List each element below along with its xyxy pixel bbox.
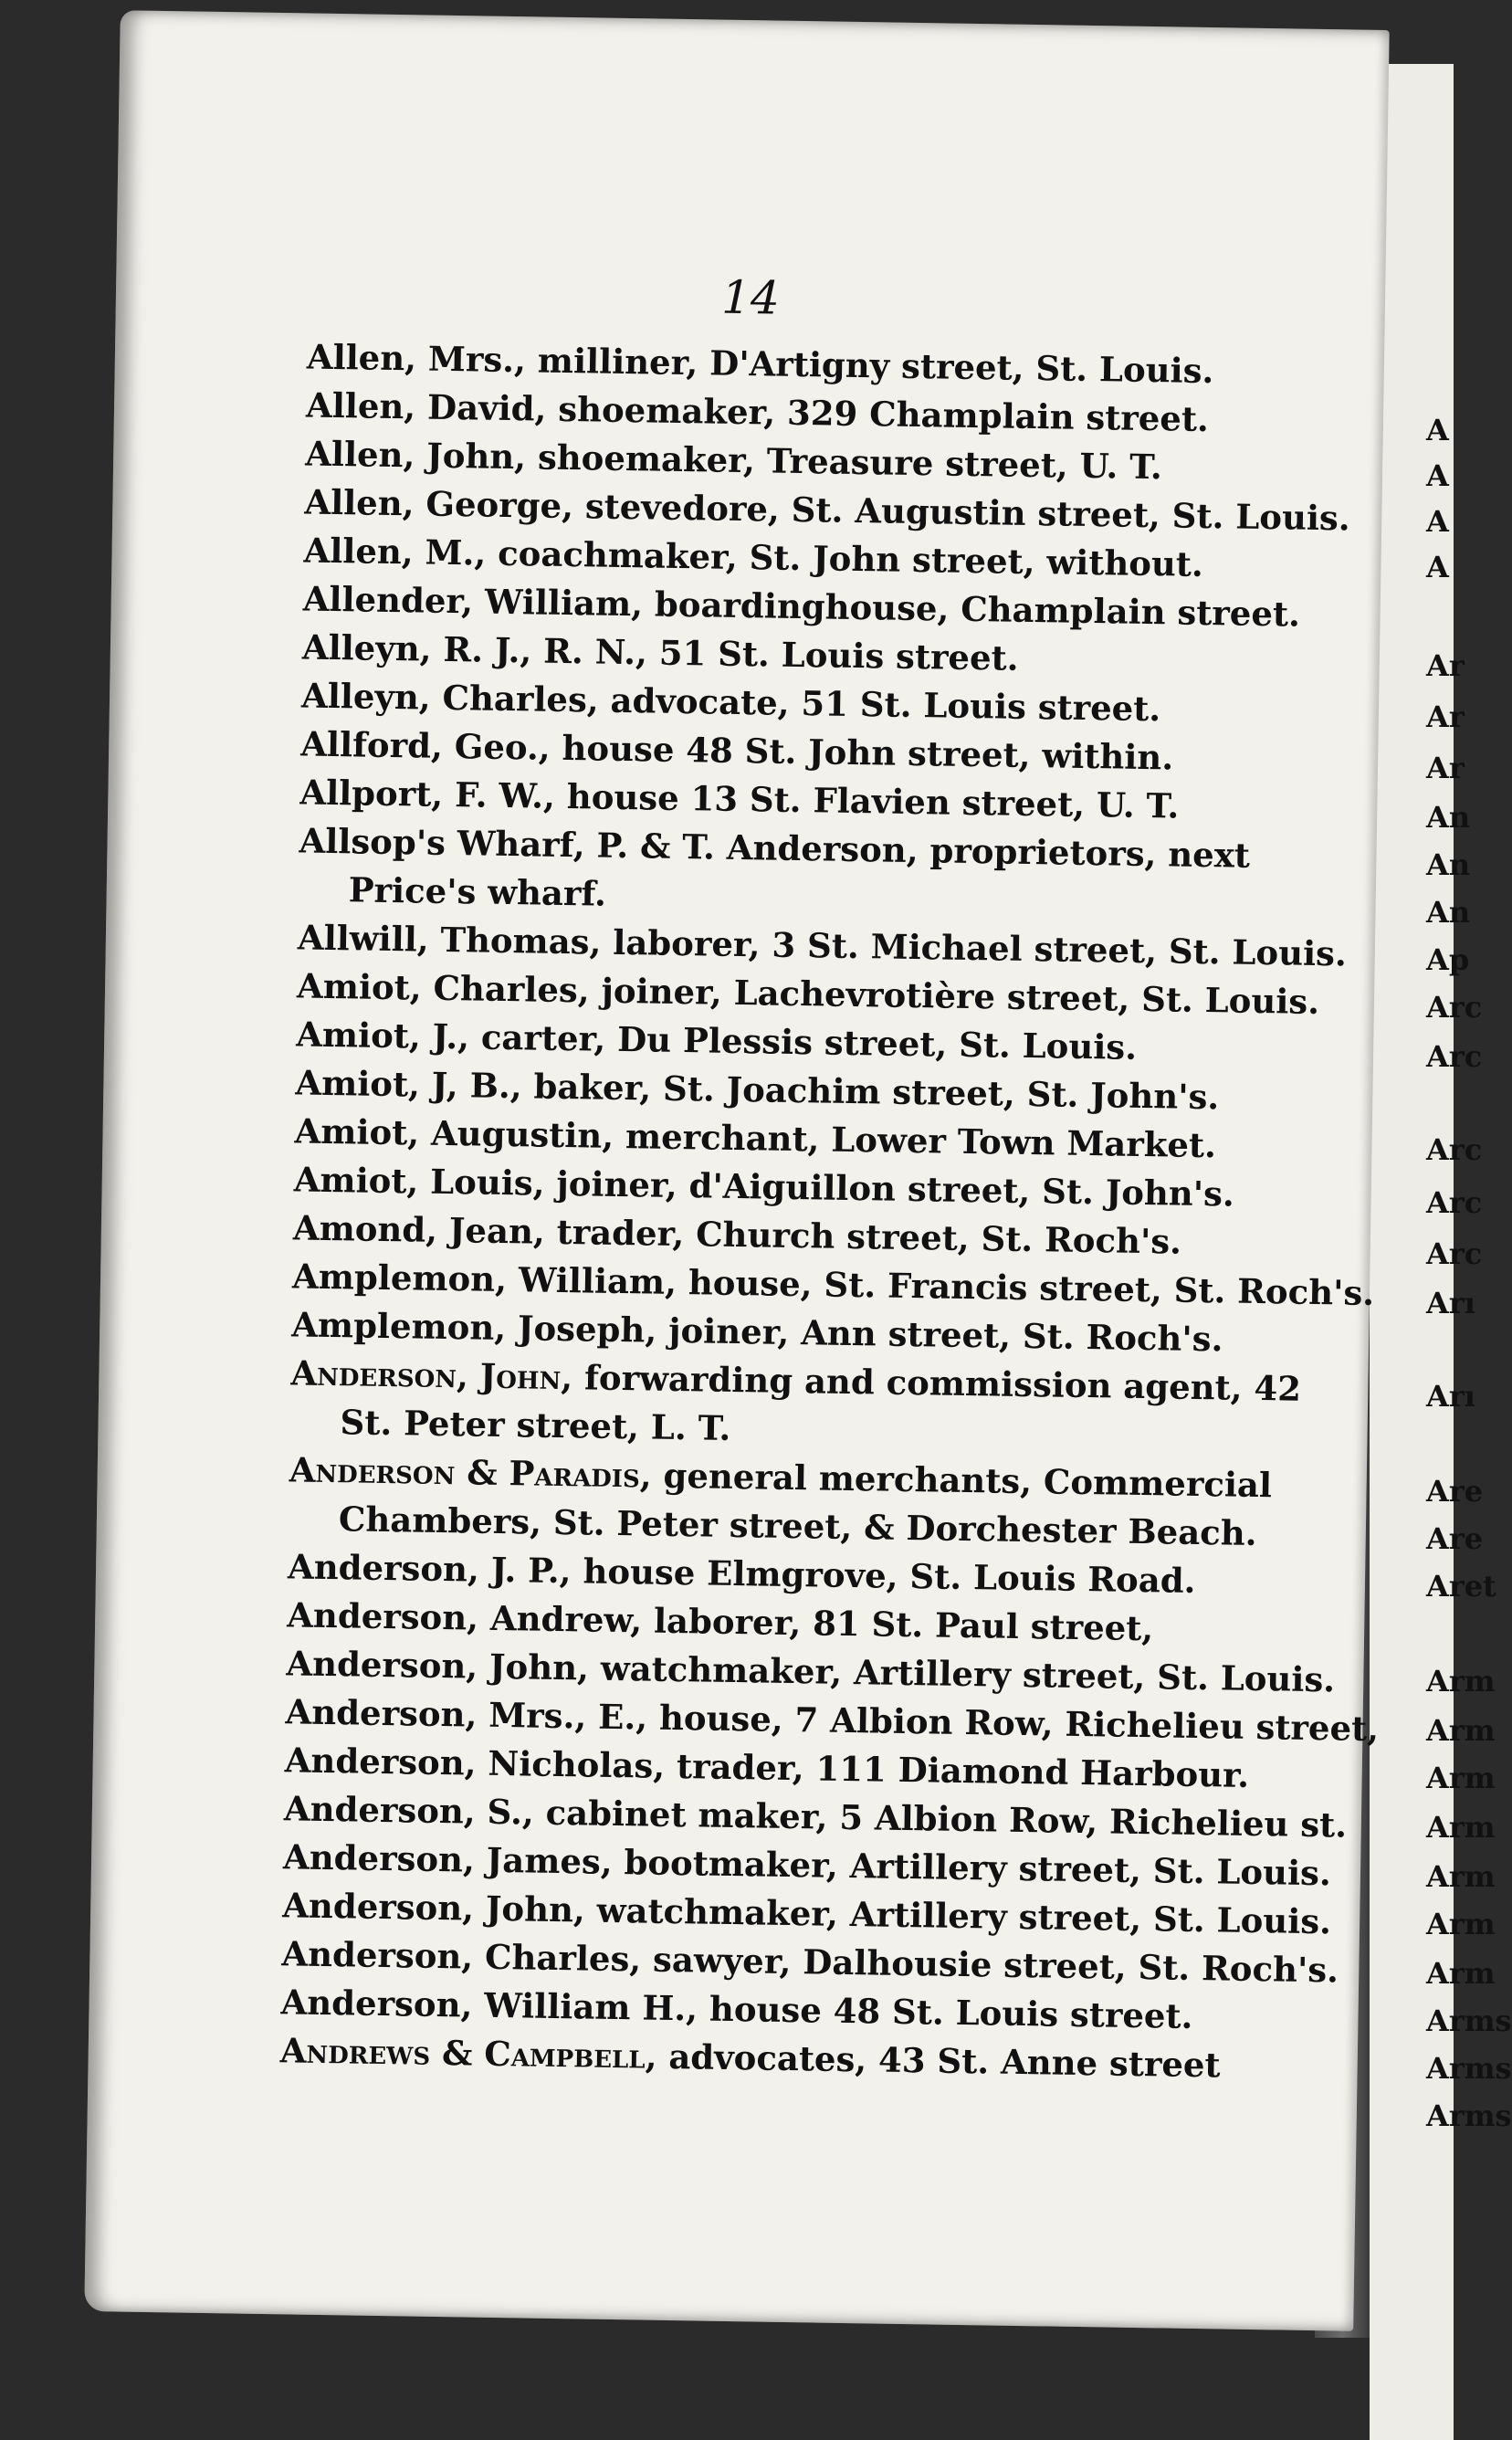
entry-details: watchmaker, Artillery street, St. Louis. bbox=[588, 1647, 1336, 1700]
fragment: Arc bbox=[1426, 1132, 1483, 1167]
entry-name: Alleyn, Charles, bbox=[300, 675, 600, 720]
fragment: A bbox=[1426, 413, 1449, 447]
entry-details: bootmaker, Artillery street, St. Louis. bbox=[612, 1841, 1332, 1894]
entry-details: coachmaker, St. John street, without. bbox=[485, 532, 1204, 584]
fragment: Arms bbox=[1426, 2098, 1512, 2133]
fragment: An bbox=[1426, 800, 1471, 835]
entry-name: Allen, John, bbox=[304, 433, 527, 478]
entry-name: Allsop's Wharf, bbox=[299, 820, 586, 866]
entry-details: shoemaker, Treasure street, U. T. bbox=[525, 436, 1163, 488]
entry-name: Amiot, Charles, bbox=[296, 965, 591, 1011]
entry-details: advocate, 51 St. Louis street. bbox=[598, 679, 1161, 730]
entry-name: Andrews & Campbell, bbox=[279, 2030, 657, 2077]
entry-details: house 13 St. Flavien street, U. T. bbox=[554, 775, 1180, 826]
fragment: Arms bbox=[1426, 2051, 1512, 2086]
fragment: Ar bbox=[1426, 751, 1465, 785]
entry-details: trader, 111 Diamond Harbour. bbox=[664, 1745, 1250, 1795]
directory-entry bbox=[298, 816, 1359, 930]
entry-name: Anderson, S., bbox=[283, 1788, 535, 1833]
entry-name: Allender, William, bbox=[302, 578, 644, 625]
fragment: Arm bbox=[1426, 1664, 1496, 1699]
entry-details: P. & T. Anderson, proprietors, next Price's wharf. bbox=[348, 825, 1251, 914]
entry-name: Amiot, Louis, bbox=[293, 1159, 545, 1204]
directory-entry bbox=[289, 1446, 1349, 1559]
fragment: Arı bbox=[1426, 1286, 1475, 1320]
entry-details: house Elmgrove, St. Louis Road. bbox=[571, 1551, 1196, 1601]
entry-details: advocates, 43 St. Anne street bbox=[656, 2035, 1221, 2086]
entry-name: Amplemon, Joseph, bbox=[290, 1304, 657, 1351]
entry-name: Anderson & Paradis, bbox=[289, 1449, 653, 1496]
entry-name: Amiot, J, B., bbox=[295, 1062, 523, 1107]
entry-details: stevedore, St. Augustin street, St. Louis. bbox=[572, 486, 1351, 539]
fragment: Aret bbox=[1426, 1569, 1496, 1604]
entry-details: sawyer, Dalhousie street, St. Roch's. bbox=[640, 1939, 1339, 1991]
entry-name: Anderson, John, bbox=[286, 1643, 590, 1688]
entry-name: Allen, David, bbox=[305, 384, 547, 429]
entry-details: laborer, 3 St. Michael street, St. Louis. bbox=[601, 921, 1348, 974]
entry-details: house, 7 Albion Row, Richelieu street, bbox=[646, 1697, 1380, 1750]
entry-name: Allport, F. W., bbox=[299, 772, 556, 816]
entry-name: Anderson, John, bbox=[281, 1885, 586, 1930]
entry-details: watchmaker, Artillery street, St. Louis. bbox=[584, 1889, 1332, 1942]
entry-name: Amond, Jean, bbox=[292, 1207, 546, 1252]
entry-name: Amiot, Augustin, bbox=[294, 1110, 614, 1156]
entry-details: shoemaker, 329 Champlain street. bbox=[546, 388, 1210, 440]
fragment: Are bbox=[1426, 1474, 1484, 1509]
entry-name: Anderson, Andrew, bbox=[286, 1594, 643, 1641]
entry-details: general merchants, Commercial Chambers, St. Peter street, & Dorchester Beach. bbox=[338, 1455, 1273, 1553]
entry-details: joiner, Ann street, St. Roch's. bbox=[656, 1309, 1223, 1360]
fragment: Ar bbox=[1426, 648, 1465, 683]
entry-name: Anderson, Nicholas, bbox=[284, 1740, 666, 1786]
entry-name: Anderson, John, bbox=[290, 1352, 573, 1398]
entry-details: cabinet maker, 5 Albion Row, Richelieu st. bbox=[533, 1792, 1348, 1846]
directory-entries bbox=[279, 332, 1380, 2091]
fragment: Arm bbox=[1426, 1810, 1496, 1845]
entry-details: forwarding and commission agent, 42 St. Peter street, L. T. bbox=[340, 1357, 1302, 1448]
fragment: Arm bbox=[1426, 1907, 1496, 1941]
entry-name: Anderson, James, bbox=[282, 1836, 614, 1882]
entry-details: house 48 St. John street, within. bbox=[550, 727, 1174, 778]
fragment: A bbox=[1426, 550, 1449, 584]
entry-details: merchant, Lower Town Market. bbox=[613, 1115, 1217, 1166]
entry-name: Amplemon, William, bbox=[291, 1256, 677, 1302]
entry-details: milliner, D'Artigny street, St. Louis. bbox=[525, 340, 1214, 392]
entry-details: baker, St. Joachim street, St. John's. bbox=[521, 1066, 1220, 1118]
fragment: Arc bbox=[1426, 1039, 1483, 1074]
fragment: Arı bbox=[1426, 1379, 1475, 1414]
entry-details: trader, Church street, St. Roch's. bbox=[544, 1211, 1182, 1262]
fragment: Arm bbox=[1426, 1956, 1496, 1991]
fragment: Arc bbox=[1426, 1185, 1483, 1220]
entry-name: Anderson, Mrs., E., bbox=[285, 1691, 648, 1738]
fragment: An bbox=[1426, 895, 1471, 930]
fragment: Arm bbox=[1426, 1761, 1496, 1795]
entry-details: carter, Du Plessis street, St. Louis. bbox=[468, 1016, 1138, 1068]
page-number: 14 bbox=[720, 270, 781, 325]
entry-details: joiner, d'Aiguillon street, St. John's. bbox=[544, 1162, 1235, 1215]
entry-name: Anderson, Charles, bbox=[281, 1933, 642, 1980]
fragment: Arms bbox=[1426, 2004, 1512, 2038]
fragment: Ap bbox=[1426, 942, 1470, 977]
entry-name: Anderson, William H., bbox=[280, 1982, 698, 2029]
entry-details: house 48 St. Louis street. bbox=[697, 1988, 1193, 2036]
entry-name: Amiot, J., bbox=[295, 1014, 470, 1057]
entry-details: laborer, 81 St. Paul street, bbox=[641, 1600, 1154, 1649]
entry-name: Anderson, J. P., bbox=[287, 1546, 572, 1592]
directory-entry bbox=[289, 1349, 1350, 1462]
entry-name: Allwill, Thomas, bbox=[297, 917, 602, 962]
entry-name: Alleyn, R. J., R. N., bbox=[301, 626, 648, 673]
entry-name: Allen, George, bbox=[304, 481, 574, 527]
fragment: An bbox=[1426, 847, 1471, 882]
entry-details: joiner, Lachevrotière street, St. Louis. bbox=[589, 970, 1320, 1022]
fragment: Arc bbox=[1426, 990, 1483, 1025]
entry-name: Allen, Mrs., bbox=[306, 336, 527, 381]
entry-details: house, St. Francis street, St. Roch's. bbox=[676, 1261, 1375, 1313]
fragment: A bbox=[1426, 458, 1449, 493]
fragment: Arm bbox=[1426, 1713, 1496, 1748]
fragment: Ar bbox=[1426, 699, 1465, 734]
entry-name: Allen, M., bbox=[303, 530, 487, 573]
directory-page bbox=[84, 10, 1389, 2331]
entry-name: Allford, Geo., bbox=[299, 723, 551, 768]
fragment: Arm bbox=[1426, 1859, 1496, 1894]
fragment: Arc bbox=[1426, 1236, 1483, 1271]
entry-details: 51 St. Louis street. bbox=[646, 632, 1019, 678]
fragment: Are bbox=[1426, 1521, 1484, 1556]
entry-details: boardinghouse, Champlain street. bbox=[642, 584, 1301, 635]
fragment: A bbox=[1426, 504, 1449, 539]
